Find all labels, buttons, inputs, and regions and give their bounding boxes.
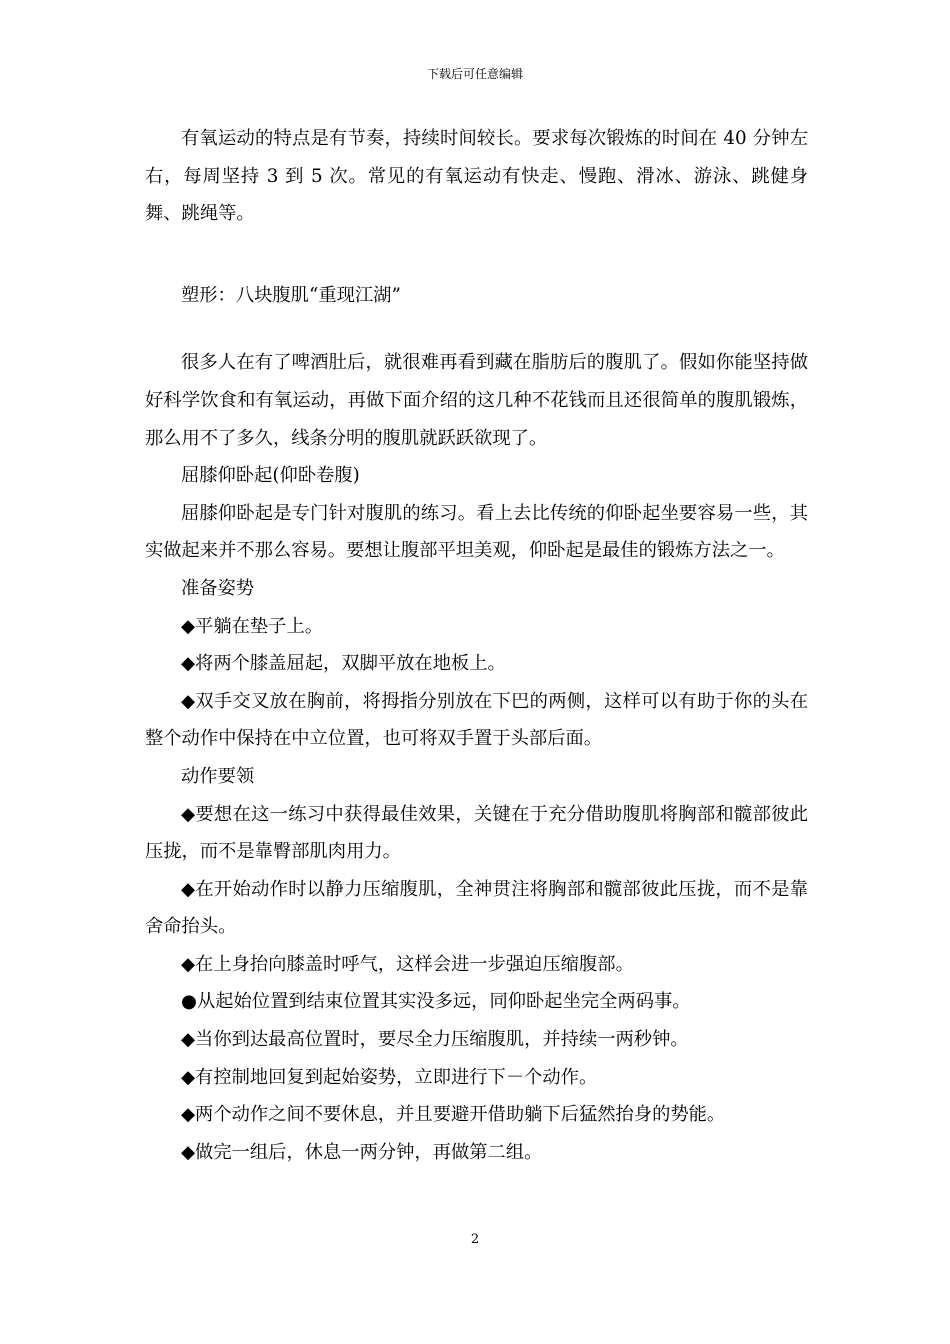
list-item: ◆当你到达最高位置时，要尽全力压缩腹肌，并持续一两秒钟。 [181, 1029, 689, 1051]
list-item: ◆在上身抬向膝盖时呼气，这样会进一步强迫压缩腹部。 [181, 953, 634, 975]
section-heading-abs: 塑形：八块腹肌“重现江湖” [181, 284, 401, 306]
list-item: ◆在开始动作时以静力压缩腹肌，全神贯注将胸部和髋部彼此压拢，而不是靠舍命抬头。 [145, 878, 808, 938]
document-body [145, 120, 808, 1171]
list-item: ◆两个动作之间不要休息，并且要避开借助躺下后猛然抬身的势能。 [181, 1104, 726, 1126]
paragraph-intro: 很多人在有了啤酒肚后，就很难再看到藏在脂肪后的腹肌了。假如你能坚持做好科学饮食和有氧运动，再做下面介绍的这几种不花钱而且还很简单的腹肌锻炼，那么用不了多久，线条分明的腹肌就跃跃欲现了。 [145, 352, 808, 449]
list-item: ◆有控制地回复到起始姿势，立即进行下－个动作。 [181, 1066, 598, 1088]
spacer [145, 233, 808, 277]
list-item: ◆要想在这一练习中获得最佳效果，关键在于充分借助腹肌将胸部和髋部彼此压拢，而不是靠臀部肌肉用力。 [145, 803, 808, 863]
paragraph-crunch: 屈膝仰卧起是专门针对腹肌的练习。看上去比传统的仰卧起坐要容易一些，其实做起来并不那么容易。要想让腹部平坦美观，仰卧起是最佳的锻炼方法之一。 [145, 502, 808, 562]
list-item: ◆将两个膝盖屈起，双脚平放在地板上。 [181, 653, 506, 675]
paragraph-aerobic: 有氧运动的特点是有节奏，持续时间较长。要求每次锻炼的时间在 40 分钟左右，每周坚持 3 到 5 次。常见的有氧运动有快走、慢跑、滑冰、游泳、跳健身舞、跳绳等。 [145, 128, 808, 225]
spacer [145, 314, 808, 344]
page-number: 2 [470, 1232, 480, 1247]
list-item: ●从起始位置到结束位置其实没多远，同仰卧起坐完全两码事。 [181, 991, 691, 1013]
page-header: 下载后可任意编辑 [426, 67, 523, 81]
subheading-technique: 动作要领 [181, 765, 255, 787]
subheading-crunch: 屈膝仰卧起(仰卧卷腹) [181, 465, 360, 487]
list-item: ◆双手交叉放在胸前，将拇指分别放在下巴的两侧，这样可以有助于你的头在整个动作中保持在中立位置，也可将双手置于头部后面。 [145, 690, 808, 750]
list-item: ◆做完一组后，休息一两分钟，再做第二组。 [181, 1141, 543, 1163]
list-item: ◆平躺在垫子上。 [181, 615, 324, 637]
subheading-preparation: 准备姿势 [181, 577, 255, 599]
